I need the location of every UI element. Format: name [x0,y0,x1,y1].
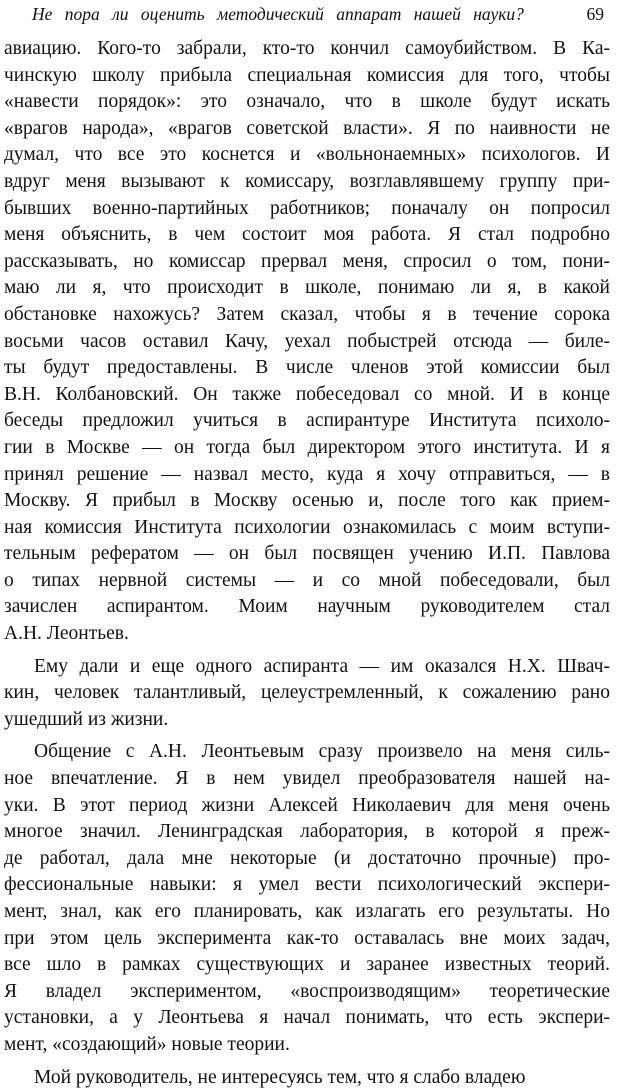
text-line: бывших военно-партийных работников; поначалу он попросил [4,197,610,219]
text-line: принял решение — назвал место, куда я хочу отправиться, — в [4,463,610,485]
text-line: все шло в рамках существующих и заранее известных теорий. [4,954,610,976]
text-line: беседы предложил учиться в аспирантуре Института психоло- [4,410,610,432]
running-title: Не пора ли оценить методический аппарат нашей науки? [32,4,524,24]
text-line: В.Н. Колбановский. Он также побеседовал со мной. И в конце [4,383,610,405]
text-line: зачислен аспирантом. Моим научным руководителем стал [4,596,610,618]
text-line: Москву. Я прибыл в Москву осенью и, после того как прием- [4,490,610,512]
text-line: ты будут предоставлены. В числе членов этой комиссии был [4,357,610,379]
text-line: мент, «создающий» новые теории. [4,1033,290,1055]
text-line: Мой руководитель, не интересуясь тем, что я слабо владею [34,1066,526,1088]
text-line: думал, что все это коснется и «вольнонаемных» психологов. И [4,144,610,166]
text-line: ная комиссия Института психологии ознакомилась с моим вступи- [4,516,610,538]
body-text [4,36,610,1091]
text-line: гии в Москве — он тогда был директором этого института. И я [4,436,610,458]
text-line: Я владел экспериментом, «воспроизводящим» теоретические [4,980,610,1002]
text-line: чинскую школу прибыла специальная комиссия для того, чтобы [4,64,610,86]
text-line: вдруг меня вызывают к комиссару, возглавлявшему группу при- [4,170,610,192]
text-line: Общение с А.Н. Леонтьевым сразу произвело на меня силь- [34,741,610,763]
text-line: восьми часов оставил Качу, уехал побыстрей отсюда — биле- [4,330,610,352]
text-line: авиацию. Кого-то забрали, кто-то кончил самоубийством. В Ка- [4,38,610,59]
text-line: мент, знал, как его планировать, как излагать его результаты. Но [4,901,610,922]
text-line: фессиональные навыки: я умел вести психологический экспери- [4,874,610,896]
book-page [4,0,610,1088]
text-line: установки, а у Леонтьева я начал понимать, что есть экспери- [4,1007,610,1029]
text-line: кин, человек талантливый, целеустремленный, к сожалению рано [4,682,610,704]
text-line: ное впечатление. Я в нем увидел преобразователя нашей на- [4,768,610,790]
text-line: уки. В этот период жизни Алексей Николаевич для меня очень [4,794,610,816]
paragraph [4,739,610,1058]
paragraph [4,654,610,734]
text-line: ушедший из жизни. [4,708,169,730]
text-line: многое значил. Ленинградская лаборатория, в которой я преж- [4,821,610,843]
text-line: о типах нервной системы — и со мной побеседовали, был [4,569,610,591]
text-line: маю ли я, что происходит в школе, понимаю ли я, в какой [4,277,610,299]
page-number: 69 [586,4,604,24]
text-line: А.Н. Леонтьев. [4,623,129,645]
text-line: рассказывать, но комиссар прервал меня, спросил о том, пони- [4,250,610,272]
text-line: «врагов народа», «врагов советской власти». Я по наивности не [4,117,610,139]
text-line: де работал, дала мне некоторые (и достаточно прочные) про- [4,847,610,869]
text-line: меня объяснить, в чем состоит моя работа. Я стал подробно [4,224,610,246]
paragraph [4,36,610,648]
text-line: обстановке нахожусь? Затем сказал, чтобы я в течение сорока [4,303,610,325]
running-header [4,2,610,26]
text-line: тельным рефератом — он был посвящен учению И.П. Павлова [4,543,610,565]
text-line: при этом цель эксперимента как-то оставалась вне моих задач, [4,927,610,949]
paragraph [4,1065,610,1091]
text-line: «навести порядок»: это означало, что в школе будут искать [4,91,610,113]
text-line: Ему дали и еще одного аспиранта — им оказался Н.Х. Швач- [34,655,610,677]
